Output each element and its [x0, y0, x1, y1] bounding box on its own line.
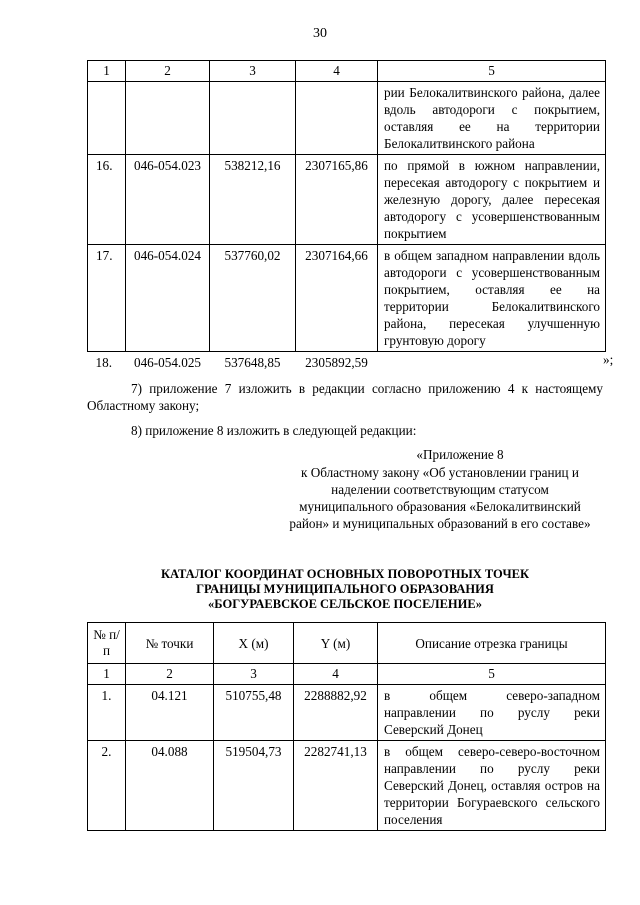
catalog-heading	[87, 567, 603, 612]
y-coordinate	[296, 82, 378, 155]
y-coordinate: 2307164,66	[296, 245, 378, 352]
header-cell: 3	[210, 61, 296, 82]
point-id: 046-054.024	[126, 245, 210, 352]
y-coordinate: 2305892,59	[305, 355, 368, 370]
catalog-heading-line: КАТАЛОГ КООРДИНАТ ОСНОВНЫХ ПОВОРОТНЫХ ТОЧЕК	[160, 567, 530, 581]
page-number: 30	[313, 26, 327, 41]
index-cell: 3	[214, 664, 294, 685]
segment-description: в общем северо-западном направлении по руслу реки Северский Донец	[378, 685, 606, 741]
index-cell: 5	[378, 664, 606, 685]
paragraph-item-8: 8) приложение 8 изложить в следующей редакции:	[131, 423, 417, 438]
y-coordinate: 2307165,86	[296, 155, 378, 245]
segment-description: в общем западном направлении вдоль автодороги с усовершенствованным покрытием, оставляя ее на территории Белокалитвинского района, пересекая улучшенную грунтовую дорогу	[378, 245, 606, 352]
table-row-final	[88, 352, 606, 374]
point-id: 046-054.025	[133, 355, 202, 370]
point-id: 04.121	[126, 685, 214, 741]
table-row	[88, 155, 606, 245]
header-cell: Описание отрезка границы	[378, 623, 606, 664]
x-coordinate: 538212,16	[210, 155, 296, 245]
header-cell: № точки	[126, 623, 214, 664]
segment-description: рии Белокалитвинского района, далее вдоль автодороги с покрытием, оставляя ее на территории Белокалитвинского района	[378, 82, 606, 155]
coordinates-catalog-table	[87, 622, 606, 831]
row-number: 18.	[95, 355, 112, 370]
x-coordinate: 537648,85	[224, 355, 281, 370]
point-id: 04.088	[126, 741, 214, 831]
x-coordinate: 519504,73	[214, 741, 294, 831]
header-cell: 4	[296, 61, 378, 82]
table-row	[88, 245, 606, 352]
x-coordinate	[210, 82, 296, 155]
coordinates-table-continued	[87, 60, 606, 373]
row-number: 1.	[88, 685, 126, 741]
appendix-title: «Приложение 8	[416, 447, 504, 462]
table-header-row	[88, 61, 606, 82]
table-header-row	[88, 623, 606, 664]
header-cell: 2	[126, 61, 210, 82]
appendix-subtitle: к Областному закону «Об установлении границ и наделении соответствующим статусом муниципального образования «Белокалитвинский район» и муниципальных образований в его составе»	[289, 465, 591, 531]
header-cell: Y (м)	[294, 623, 378, 664]
point-id	[126, 82, 210, 155]
index-cell: 2	[126, 664, 214, 685]
table-row	[88, 741, 606, 831]
empty-cell	[378, 352, 606, 374]
closing-quote: »;	[603, 352, 614, 367]
catalog-heading-line: ГРАНИЦЫ МУНИЦИПАЛЬНОГО ОБРАЗОВАНИЯ	[196, 582, 494, 596]
x-coordinate: 537760,02	[210, 245, 296, 352]
row-number: 17.	[88, 245, 126, 352]
row-number: 2.	[88, 741, 126, 831]
table-row	[88, 685, 606, 741]
y-coordinate: 2282741,13	[294, 741, 378, 831]
row-number	[88, 82, 126, 155]
header-cell: 1	[88, 61, 126, 82]
segment-description: по прямой в южном направлении, пересекая автодорогу с покрытием и железную дорогу, далее пересекая автодорогу с усовершенствованным покрытием	[378, 155, 606, 245]
x-coordinate: 510755,48	[214, 685, 294, 741]
header-cell: 5	[378, 61, 606, 82]
index-cell: 4	[294, 664, 378, 685]
point-id: 046-054.023	[126, 155, 210, 245]
index-cell: 1	[88, 664, 126, 685]
table-row	[88, 82, 606, 155]
y-coordinate: 2288882,92	[294, 685, 378, 741]
header-cell: X (м)	[214, 623, 294, 664]
paragraph-item-7: 7) приложение 7 изложить в редакции согласно приложению 4 к настоящему Областному закону;	[87, 381, 603, 413]
table-index-row	[88, 664, 606, 685]
segment-description: в общем северо-северо-восточном направлении по руслу реки Северский Донец, оставляя остров на территории Богураевского сельского поселения	[378, 741, 606, 831]
header-cell: № п/п	[88, 623, 126, 664]
catalog-heading-line: «БОГУРАЕВСКОЕ СЕЛЬСКОЕ ПОСЕЛЕНИЕ»	[208, 597, 482, 611]
row-number: 16.	[88, 155, 126, 245]
